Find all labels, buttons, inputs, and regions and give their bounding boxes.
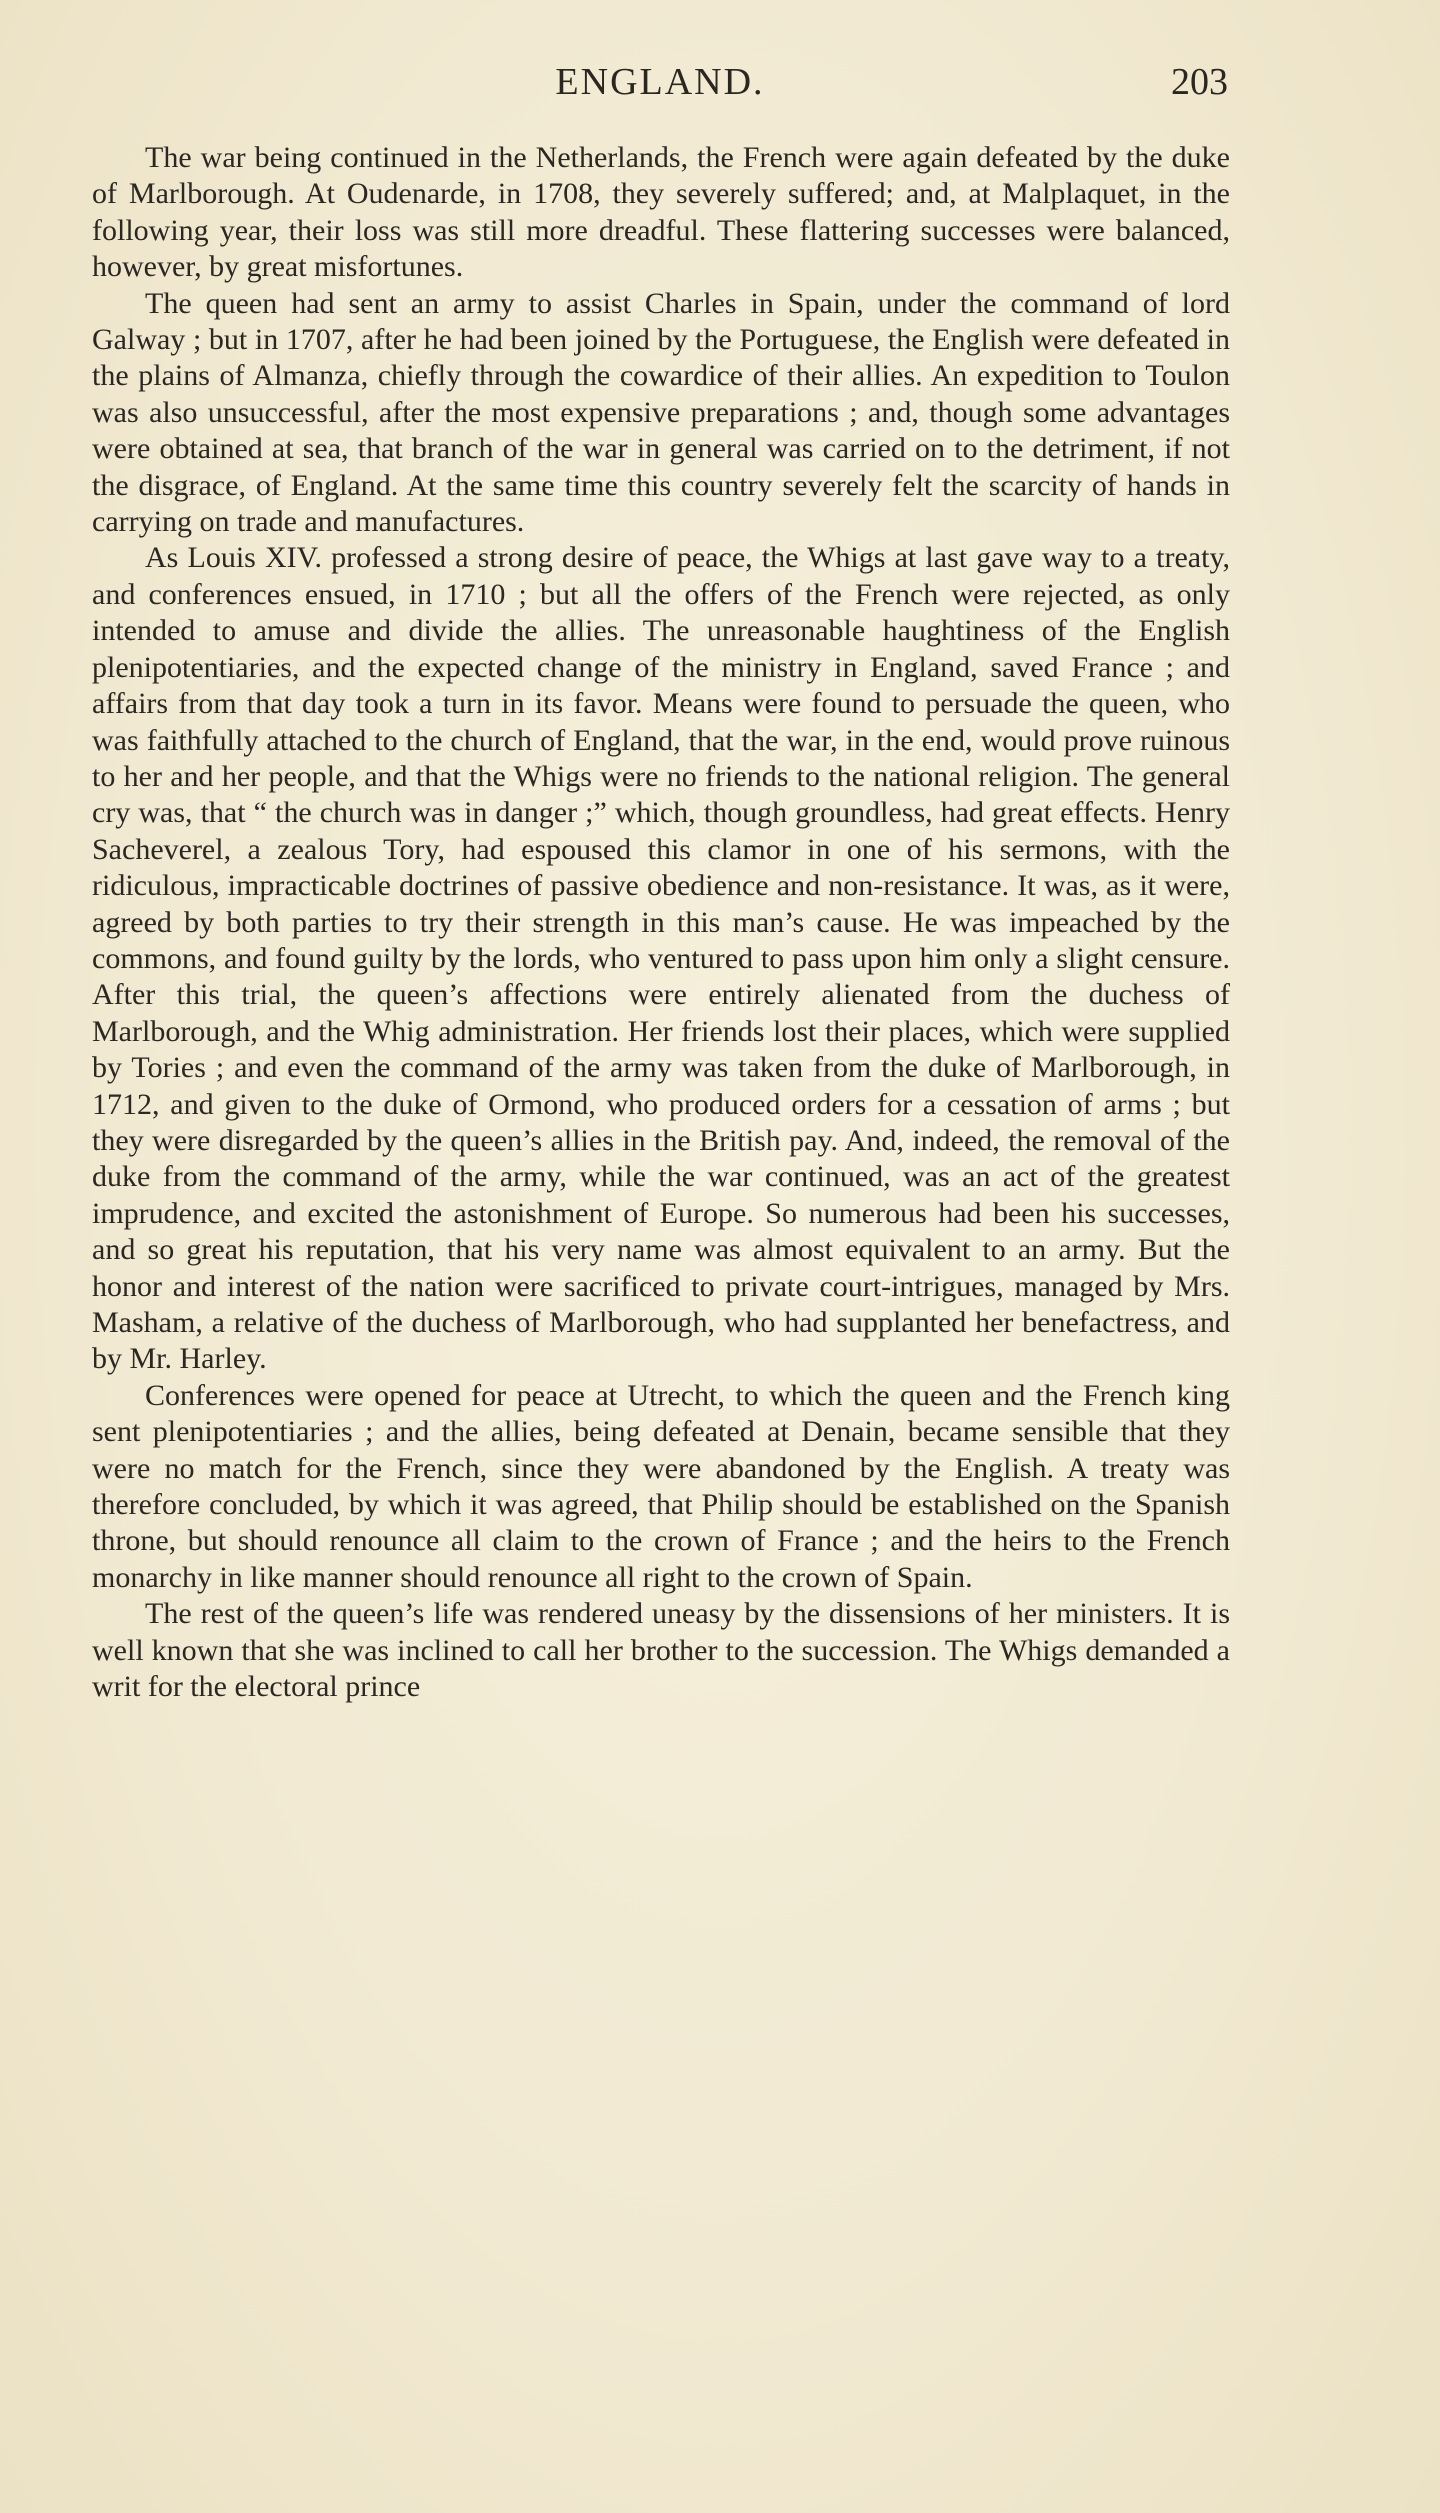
paragraph-3: As Louis XIV. professed a strong desire of peace, the Whigs at last gave way to a treaty, and conferences ensued, in 1710 ; but all the offers of the French were rejected, as only intended to amuse and divide the allies. The unreasonable haughtiness of the English plenipotentiaries, and the expected change of the ministry in England, saved France ; and affairs from that day took a turn in its favor. Means were found to persuade the queen, who was faithfully attached to the church of England, that the war, in the end, would prove ruinous to her and her people, and that the Whigs were no friends to the national religion. The general cry was, that “ the church was in danger ;” which, though groundless, had great effects. Henry Sacheverel, a zealous Tory, had espoused this clamor in one of his sermons, with the ridiculous, impracticable doctrines of passive obedience and non-resistance. It was, as it were, agreed by both parties to try their strength in this man’s cause. He was impeached by the commons, and found guilty by the lords, who ventured to pass upon him only a slight censure. After this trial, the queen’s affections were entirely alienated from the duchess of Marlborough, and the Whig administration. Her friends lost their places, which were supplied by Tories ; and even the command of the army was taken from the duke of Marlborough, in 1712, and given to the duke of Ormond, who produced orders for a cessation of arms ; but they were disregarded by the queen’s allies in the British pay. And, indeed, the removal of the duke from the command of the army, while the war continued, was an act of the greatest imprudence, and excited the astonishment of Europe. So numerous had been his successes, and so great his reputation, that his very name was almost equivalent to an army. But the honor and interest of the nation were sacrificed to private court-intrigues, managed by Mrs. Masham, a relative of the duchess of Marlborough, who had supplanted her benefactress, and by Mr. Harley. (92, 541, 1230, 1376)
running-title: ENGLAND. (555, 61, 765, 103)
page-number: 203 (1171, 61, 1228, 103)
paragraph-4: Conferences were opened for peace at Utrecht, to which the queen and the French king sent plenipotentiaries ; and the allies, being defeated at Denain, became sensible that they were no match for the French, since they were abandoned by the English. A treaty was therefore concluded, by which it was agreed, that Philip should be established on the Spanish throne, but should renounce all claim to the crown of France ; and the heirs to the French monarchy in like manner should renounce all right to the crown of Spain. (92, 1378, 1230, 1594)
paragraph-1: The war being continued in the Netherlands, the French were again defeated by the duke of Marlborough. At Oudenarde, in 1708, they severely suffered; and, at Malplaquet, in the following year, their loss was still more dreadful. These flattering successes were balanced, however, by great misfortunes. (92, 141, 1230, 284)
page-header (92, 58, 1228, 114)
body-text (92, 140, 1230, 1705)
paragraph-5: The rest of the queen’s life was rendered uneasy by the dissensions of her ministers. It is well known that she was inclined to call her brother to the succession. The Whigs demanded a writ for the electoral prince (92, 1597, 1230, 1704)
paragraph-2: The queen had sent an army to assist Charles in Spain, under the command of lord Galway ; but in 1707, after he had been joined by the Portuguese, the English were defeated in the plains of Almanza, chiefly through the cowardice of their allies. An expedition to Toulon was also unsuccessful, after the most expensive preparations ; and, though some advantages were obtained at sea, that branch of the war in general was carried on to the detriment, if not the disgrace, of England. At the same time this country severely felt the scarcity of hands in carrying on trade and manufactures. (92, 286, 1230, 539)
